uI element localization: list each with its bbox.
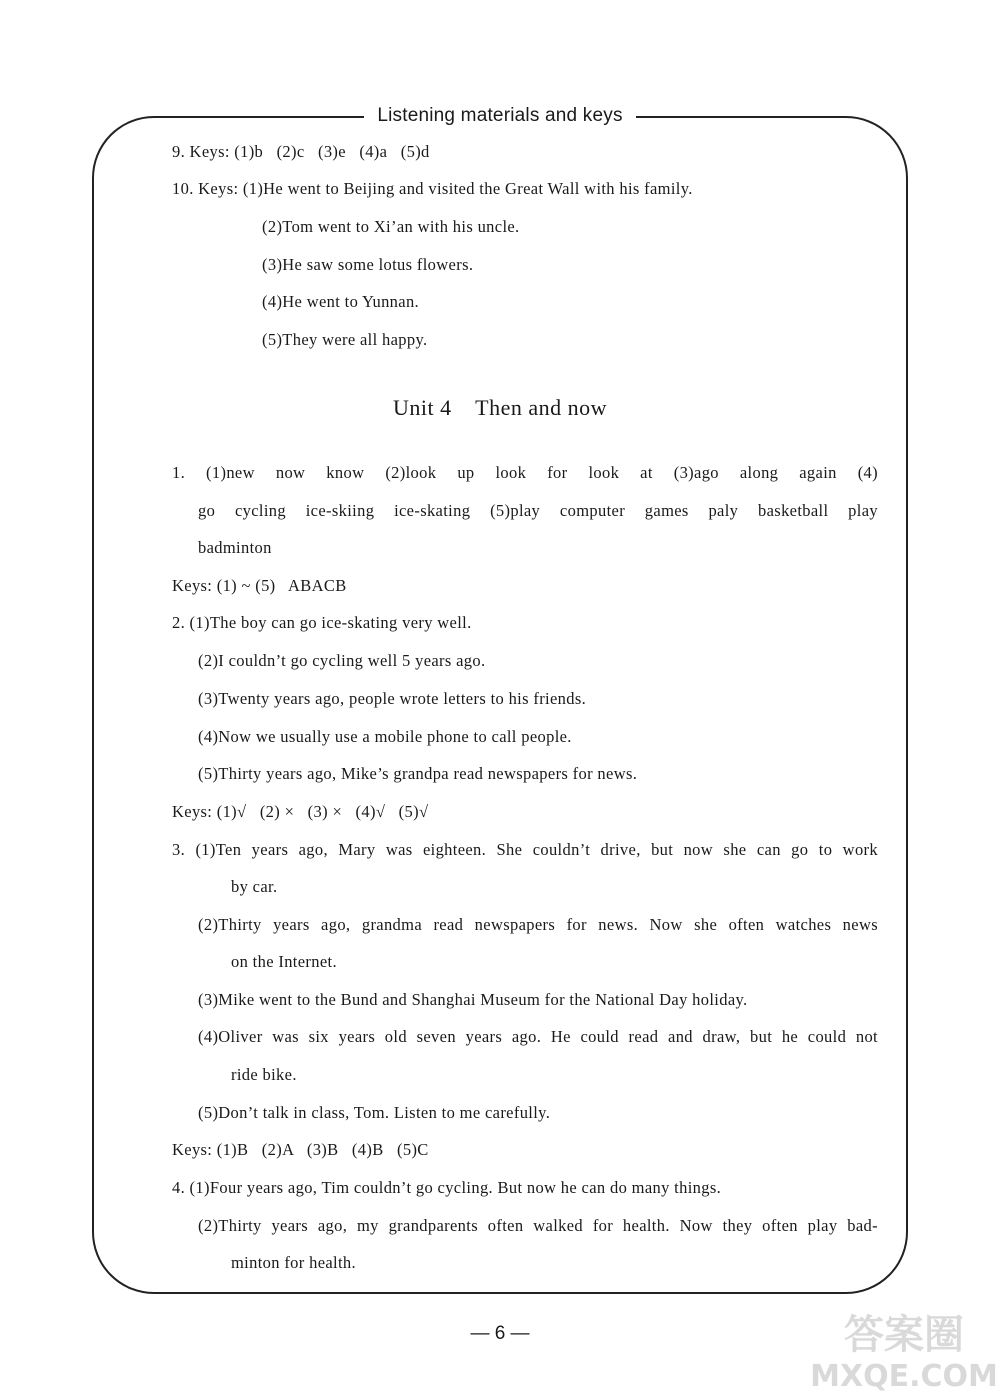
q3-line-7: ride bike. — [231, 1065, 297, 1084]
watermark-logo — [808, 1306, 1000, 1392]
q1-line-2: go cycling ice-skiing ice-skating (5)play computer games paly basketball play — [198, 501, 878, 520]
q3-keys: Keys: (1)B (2)A (3)B (4)B (5)C — [172, 1140, 429, 1159]
q4-line-3: minton for health. — [231, 1253, 356, 1272]
q3-line-5: (3)Mike went to the Bund and Shanghai Museum for the National Day holiday. — [198, 990, 748, 1009]
watermark-text: 答案圈 — [844, 1312, 964, 1358]
q3-line-1: 3. (1)Ten years ago, Mary was eighteen. She couldn’t drive, but now she can go to work — [172, 840, 878, 859]
q4-line-2: (2)Thirty years ago, my grandparents often walked for health. Now they often play bad- — [198, 1216, 878, 1235]
q10-line-4: (4)He went to Yunnan. — [262, 292, 420, 311]
page-header-title: Listening materials and keys — [364, 102, 636, 130]
q3-line-8: (5)Don’t talk in class, Tom. Listen to me carefully. — [198, 1103, 551, 1122]
q10-line-5: (5)They were all happy. — [262, 330, 428, 349]
q1-line-1: 1. (1)new now know (2)look up look for look at (3)ago along again (4) — [172, 463, 878, 482]
q1-keys: Keys: (1) ~ (5) ABACB — [172, 576, 347, 595]
q1-line-3: badminton — [198, 538, 272, 557]
q3-line-4: on the Internet. — [231, 952, 337, 971]
q3-line-2: by car. — [231, 877, 278, 896]
q3-line-6: (4)Oliver was six years old seven years ago. He could read and draw, but he could not — [198, 1027, 878, 1046]
q2-line-4: (4)Now we usually use a mobile phone to call people. — [198, 727, 572, 746]
watermark-site: MXQE.COM — [810, 1359, 998, 1392]
page-number: — 6 — — [470, 1323, 530, 1344]
q2-keys: Keys: (1)√ (2) × (3) × (4)√ (5)√ — [172, 802, 429, 821]
q10-line-2: (2)Tom went to Xi’an with his uncle. — [262, 217, 520, 236]
q2-line-1: 2. (1)The boy can go ice-skating very well. — [172, 613, 472, 632]
q10-line-1: 10. Keys: (1)He went to Beijing and visited the Great Wall with his family. — [172, 179, 693, 198]
q4-line-1: 4. (1)Four years ago, Tim couldn’t go cycling. But now he can do many things. — [172, 1178, 722, 1197]
q2-line-3: (3)Twenty years ago, people wrote letters to his friends. — [198, 689, 587, 708]
q9-keys: 9. Keys: (1)b (2)c (3)e (4)a (5)d — [172, 142, 430, 161]
unit-title: Unit 4 Then and now — [392, 395, 608, 420]
q2-line-2: (2)I couldn’t go cycling well 5 years ago. — [198, 651, 486, 670]
q3-line-3: (2)Thirty years ago, grandma read newspapers for news. Now she often watches news — [198, 915, 878, 934]
q10-line-3: (3)He saw some lotus flowers. — [262, 255, 474, 274]
q2-line-5: (5)Thirty years ago, Mike’s grandpa read newspapers for news. — [198, 764, 638, 783]
